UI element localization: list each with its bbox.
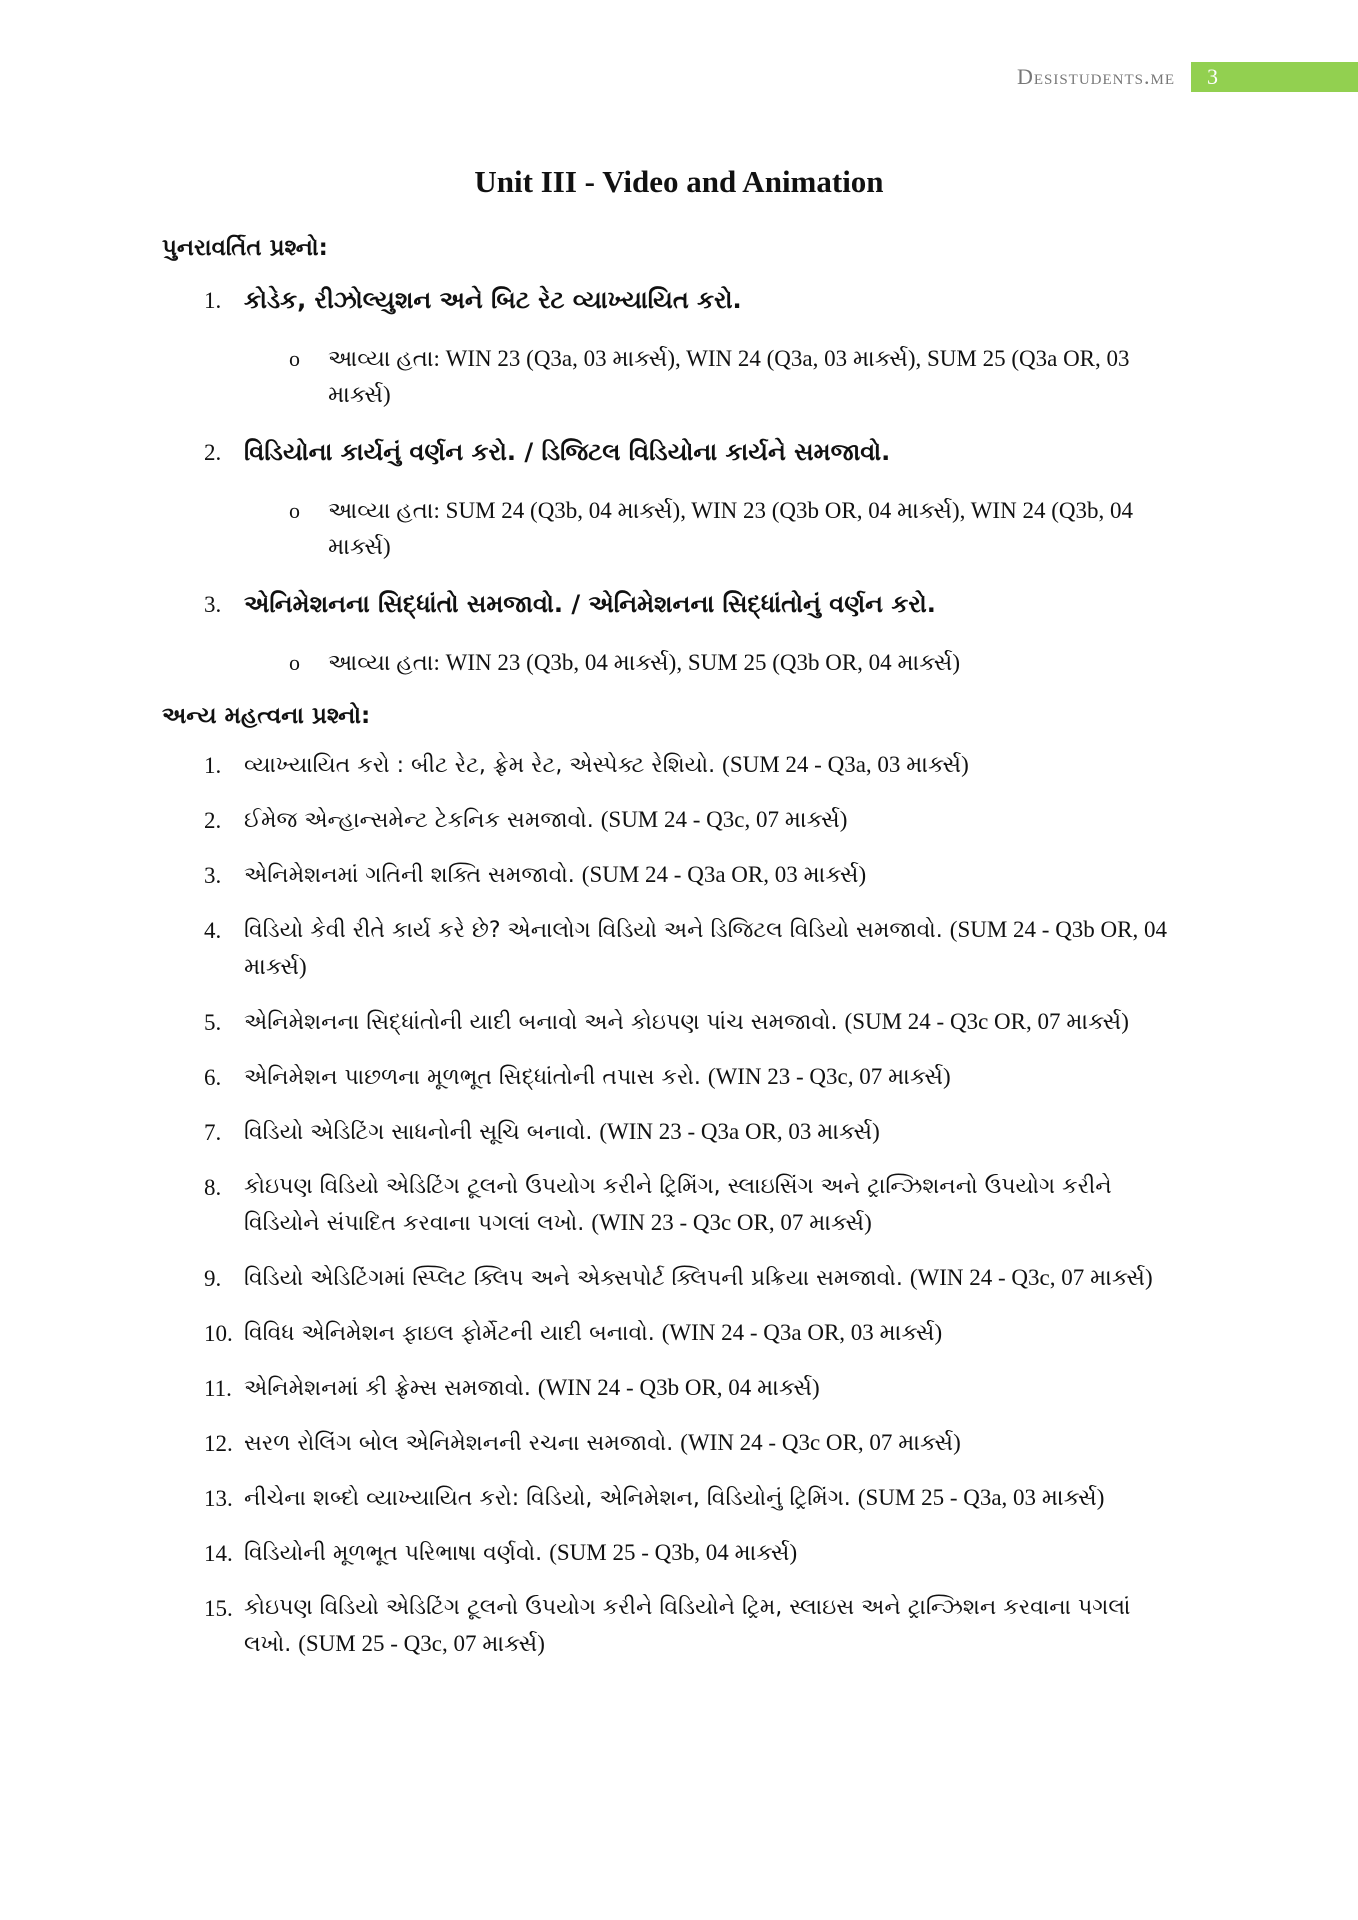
question-body bbox=[244, 1169, 1172, 1242]
question-body bbox=[244, 1425, 1172, 1462]
question-number: 1. bbox=[204, 288, 222, 313]
question-body bbox=[244, 912, 1172, 986]
question-body bbox=[244, 1004, 1172, 1041]
question-text: એનિમેશન પાછળના મૂળભૂત સિદ્ધાંતોની તપાસ કરો. bbox=[244, 1065, 701, 1090]
other-question-item bbox=[162, 1315, 1172, 1352]
question-text: કોઇપણ વિડિયો એડિટિંગ ટૂલનો ઉપયોગ કરીને વિડિયોને ટ્રિમ, સ્લાઇસ અને ટ્રાન્ઝિશન કરવાના પગલાં લખો. bbox=[244, 1595, 1131, 1657]
other-question-item bbox=[162, 912, 1172, 986]
question-text: ઈમેજ એન્હાન્સમેન્ટ ટેકનિક સમજાવો. bbox=[244, 808, 594, 833]
exam-reference: (WIN 23 - Q3c OR, 07 માર્ક્સ) bbox=[591, 1210, 872, 1235]
question-text: નીચેના શબ્દો વ્યાખ્યાયિત કરો: વિડિયો, એનિમેશન, વિડિયોનું ટ્રિમિંગ. bbox=[244, 1486, 851, 1511]
question-body bbox=[244, 802, 1172, 839]
question-text: સરળ રોલિંગ બોલ એનિમેશનની રચના સમજાવો. bbox=[244, 1431, 674, 1456]
asked-text: આવ્યા હતા: WIN 23 (Q3b, 04 માર્ક્સ), SUM 25 (Q3b OR, 04 માર્ક્સ) bbox=[328, 650, 961, 675]
question-text: એનિમેશનમાં કી ફ્રેમ્સ સમજાવો. bbox=[244, 1376, 531, 1401]
exam-reference: (WIN 24 - Q3c OR, 07 માર્ક્સ) bbox=[680, 1430, 961, 1455]
repeated-question-item bbox=[162, 435, 1172, 565]
bullet-icon: o bbox=[289, 498, 300, 523]
other-questions-list bbox=[162, 747, 1172, 1663]
exam-reference: (SUM 25 - Q3b, 04 માર્ક્સ) bbox=[549, 1540, 798, 1565]
other-question-item bbox=[162, 1370, 1172, 1407]
question-number: 13. bbox=[204, 1486, 233, 1511]
question-body bbox=[244, 1114, 1172, 1151]
asked-in-exams bbox=[244, 493, 1172, 565]
question-text: એનિમેશનના સિદ્ધાંતોની યાદી બનાવો અને કોઇપણ પાંચ સમજાવો. bbox=[244, 1010, 838, 1035]
question-text: વિડિયો એડિટિંગમાં સ્પ્લિટ ક્લિપ અને એક્સપોર્ટ ક્લિપની પ્રક્રિયા સમજાવો. bbox=[244, 1266, 903, 1291]
exam-reference: (SUM 25 - Q3a, 03 માર્ક્સ) bbox=[857, 1485, 1105, 1510]
question-number: 6. bbox=[204, 1065, 222, 1090]
question-number: 15. bbox=[204, 1596, 233, 1621]
other-question-item bbox=[162, 1169, 1172, 1242]
question-number: 10. bbox=[204, 1321, 233, 1346]
other-questions-heading: અન્ય મહત્વના પ્રશ્નો: bbox=[162, 703, 371, 729]
repeated-question-item bbox=[162, 283, 1172, 413]
other-question-item bbox=[162, 747, 1172, 784]
question-number: 8. bbox=[204, 1175, 222, 1200]
question-text: વિવિધ એનિમેશન ફાઇલ ફોર્મેટની યાદી બનાવો. bbox=[244, 1321, 655, 1346]
other-question-item bbox=[162, 1004, 1172, 1041]
question-body bbox=[244, 747, 1172, 784]
bullet-icon: o bbox=[289, 346, 300, 371]
question-body bbox=[244, 857, 1172, 894]
other-question-item bbox=[162, 802, 1172, 839]
unit-title: Unit III - Video and Animation bbox=[474, 164, 884, 199]
other-question-item bbox=[162, 1059, 1172, 1096]
other-question-item bbox=[162, 1114, 1172, 1151]
question-number: 5. bbox=[204, 1010, 222, 1035]
exam-reference: (WIN 24 - Q3a OR, 03 માર્ક્સ) bbox=[661, 1320, 943, 1345]
asked-in-exams bbox=[244, 645, 1172, 681]
asked-in-exams bbox=[244, 341, 1172, 413]
question-text: એનિમેશનના સિદ્ધાંતો સમજાવો. / એનિમેશનના સિદ્ધાંતોનું વર્ણન કરો. bbox=[244, 590, 936, 618]
question-number: 7. bbox=[204, 1120, 222, 1145]
exam-reference: (SUM 25 - Q3c, 07 માર્ક્સ) bbox=[298, 1631, 545, 1656]
exam-reference: (SUM 24 - Q3a, 03 માર્ક્સ) bbox=[722, 752, 969, 777]
question-body bbox=[244, 1059, 1172, 1096]
question-text: વ્યાખ્યાયિત કરો : બીટ રેટ, ફ્રેમ રેટ, એસ્પેક્ટ રેશિયો. bbox=[244, 753, 716, 778]
repeated-questions-heading: પુનરાવર્તિત પ્રશ્નો: bbox=[162, 235, 328, 261]
question-text: કોડેક, રીઝોલ્યુશન અને બિટ રેટ વ્યાખ્યાયિત કરો. bbox=[244, 286, 742, 314]
asked-text: આવ્યા હતા: SUM 24 (Q3b, 04 માર્ક્સ), WIN 23 (Q3b OR, 04 માર્ક્સ), WIN 24 (Q3b, 04 માર્ક્સ) bbox=[328, 498, 1133, 559]
exam-reference: (SUM 24 - Q3c OR, 07 માર્ક્સ) bbox=[844, 1009, 1129, 1034]
other-question-item bbox=[162, 1480, 1172, 1517]
question-number: 3. bbox=[204, 592, 222, 617]
question-text: કોઇપણ વિડિયો એડિટિંગ ટૂલનો ઉપયોગ કરીને ટ્રિમિંગ, સ્લાઇસિંગ અને ટ્રાન્ઝિશનનો ઉપયોગ કરીને વિડિયોને સંપાદિત કરવાના પગલાં લખો. bbox=[244, 1174, 1112, 1236]
question-body bbox=[244, 1315, 1172, 1352]
question-number: 12. bbox=[204, 1431, 233, 1456]
exam-reference: (SUM 24 - Q3b OR, 04 માર્ક્સ) bbox=[244, 917, 1168, 979]
question-text: વિડિયોના કાર્યનું વર્ણન કરો. / ડિજિટલ વિડિયોના કાર્યને સમજાવો. bbox=[244, 438, 891, 466]
question-number: 1. bbox=[204, 753, 222, 778]
repeated-question-item bbox=[162, 587, 1172, 681]
question-text: વિડિયો કેવી રીતે કાર્ય કરે છે? એનાલોગ વિડિયો અને ડિજિટલ વિડિયો સમજાવો. bbox=[244, 918, 943, 943]
exam-reference: (WIN 23 - Q3c, 07 માર્ક્સ) bbox=[707, 1064, 951, 1089]
question-number: 9. bbox=[204, 1266, 222, 1291]
exam-reference: (WIN 24 - Q3b OR, 04 માર્ક્સ) bbox=[537, 1375, 820, 1400]
question-body bbox=[244, 1535, 1172, 1572]
question-body bbox=[244, 1480, 1172, 1517]
exam-reference: (SUM 24 - Q3a OR, 03 માર્ક્સ) bbox=[581, 862, 867, 887]
exam-reference: (WIN 23 - Q3a OR, 03 માર્ક્સ) bbox=[599, 1119, 880, 1144]
question-number: 3. bbox=[204, 863, 222, 888]
question-body bbox=[244, 1260, 1172, 1297]
question-text: વિડિયોની મૂળભૂત પરિભાષા વર્ણવો. bbox=[244, 1541, 543, 1566]
exam-reference: (SUM 24 - Q3c, 07 માર્ક્સ) bbox=[600, 807, 848, 832]
document-body bbox=[162, 235, 1172, 1681]
question-number: 14. bbox=[204, 1541, 233, 1566]
page-header bbox=[1017, 62, 1358, 92]
exam-reference: (WIN 24 - Q3c, 07 માર્ક્સ) bbox=[909, 1265, 1153, 1290]
other-question-item bbox=[162, 1590, 1172, 1663]
other-question-item bbox=[162, 1535, 1172, 1572]
question-body bbox=[244, 1370, 1172, 1407]
question-number: 4. bbox=[204, 918, 222, 943]
page-number: 3 bbox=[1191, 62, 1358, 92]
repeated-questions-list bbox=[162, 283, 1172, 681]
site-brand: Desistudents.me bbox=[1016, 64, 1175, 89]
other-question-item bbox=[162, 1425, 1172, 1462]
other-question-item bbox=[162, 857, 1172, 894]
question-text: એનિમેશનમાં ગતિની શક્તિ સમજાવો. bbox=[244, 863, 575, 888]
question-body bbox=[244, 1590, 1172, 1663]
question-number: 2. bbox=[204, 440, 222, 465]
question-number: 11. bbox=[204, 1376, 232, 1401]
bullet-icon: o bbox=[289, 650, 300, 675]
question-text: વિડિયો એડિટિંગ સાધનોની સૂચિ બનાવો. bbox=[244, 1120, 593, 1145]
asked-text: આવ્યા હતા: WIN 23 (Q3a, 03 માર્ક્સ), WIN 24 (Q3a, 03 માર્ક્સ), SUM 25 (Q3a OR, 03 માર્ક્સ) bbox=[328, 346, 1130, 407]
other-question-item bbox=[162, 1260, 1172, 1297]
question-number: 2. bbox=[204, 808, 222, 833]
